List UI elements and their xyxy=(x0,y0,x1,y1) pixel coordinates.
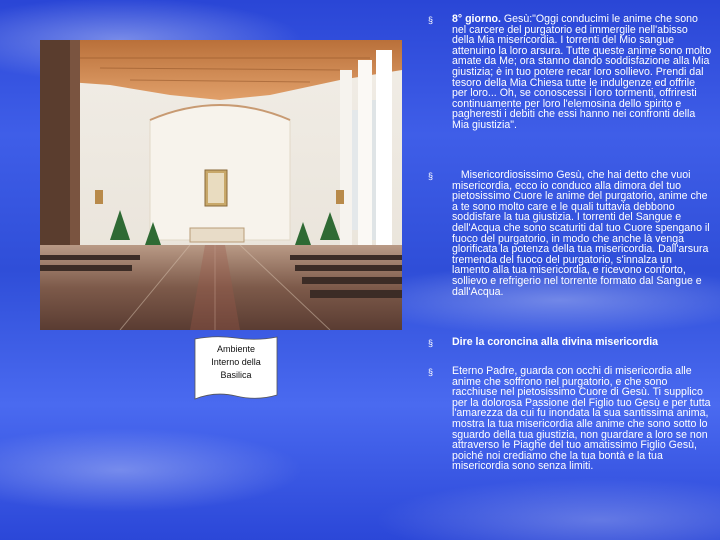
paragraph-chaplet xyxy=(428,337,658,348)
caption-line-3: Basilica xyxy=(220,370,252,380)
church-interior-illustration xyxy=(40,40,402,330)
bullet-marker: § xyxy=(428,338,434,348)
church-interior-photo xyxy=(40,40,402,330)
caption-line-1: Ambiente xyxy=(216,344,256,354)
bullet-marker: § xyxy=(428,171,434,181)
paragraph-day-8 xyxy=(428,14,712,131)
paragraph-body: Gesù:"Oggi conducimi le anime che sono nel carcere del purgatorio ed immergile nell'abisso della Mia misericordia. I torrenti del Mio sangue attenuino la loro arsura. Tutte queste anime sono molto amate da Me; ora stanno dando soddisfazione alla Mia giustizia; è in tuo potere recar loro sollievo. Prendi dal tesoro della Mia Chiesa tutte le indulgenze ed offrile per loro... Oh, se conoscessi i loro tormenti, offriresti continuamente per loro l'elemosina dello spirito e pagheresti i debiti che essi hanno nei confronti della Mia giustizia". xyxy=(452,13,712,131)
bullet-marker: § xyxy=(428,367,434,377)
paragraph-body: Eterno Padre, guarda con occhi di misericordia alle anime che soffrono nel purgatorio, e che sono racchiuse nel pietosissimo Cuore di Gesù. Ti supplico per la dolorosa Passione del Figlio tuo Gesù e per tutta l'amarezza da cui fu inondata la sua santissima anima, mostra la tua misericordia alle anime che sono sotto lo sguardo della tua giustizia, non guardare a loro se non attraverso le Piaghe del tuo amatissimo Figlio Gesù, poiché noi crediamo che la tua bontà e la tua misericordia sono senza limiti. xyxy=(452,365,711,473)
caption-ribbon xyxy=(194,335,278,403)
paragraph-eternal-father xyxy=(428,366,712,472)
paragraph-heading: 8° giorno. xyxy=(452,13,501,25)
caption-text xyxy=(194,343,278,382)
paragraph-body: Misericordiosissimo Gesù, che hai detto che vuoi misericordia, ecco io conduco alla dimora del tuo pietosissimo Cuore le anime del purgatorio, anime che a te sono molto care e le quali tuttavia debbono soddisfare la tua giustizia. I torrenti del Sangue e dell'Acqua che sono scaturiti dal tuo Cuore spengano il fuoco del purgatorio, in modo che anche là venga glorificata la potenza della tua misericordia. Dall'arsura tremenda del fuoco del purgatorio, s'innalza un lamento alla tua misericordia, e ricevono conforto, sollievo e refrigerio nel torrente formato dal Sangue e dall'Acqua. xyxy=(452,169,713,298)
caption-line-2: Interno della xyxy=(211,357,261,367)
paragraph-prayer xyxy=(428,170,712,297)
bullet-marker: § xyxy=(428,15,434,25)
paragraph-heading: Dire la coroncina alla divina misericordia xyxy=(452,336,659,348)
